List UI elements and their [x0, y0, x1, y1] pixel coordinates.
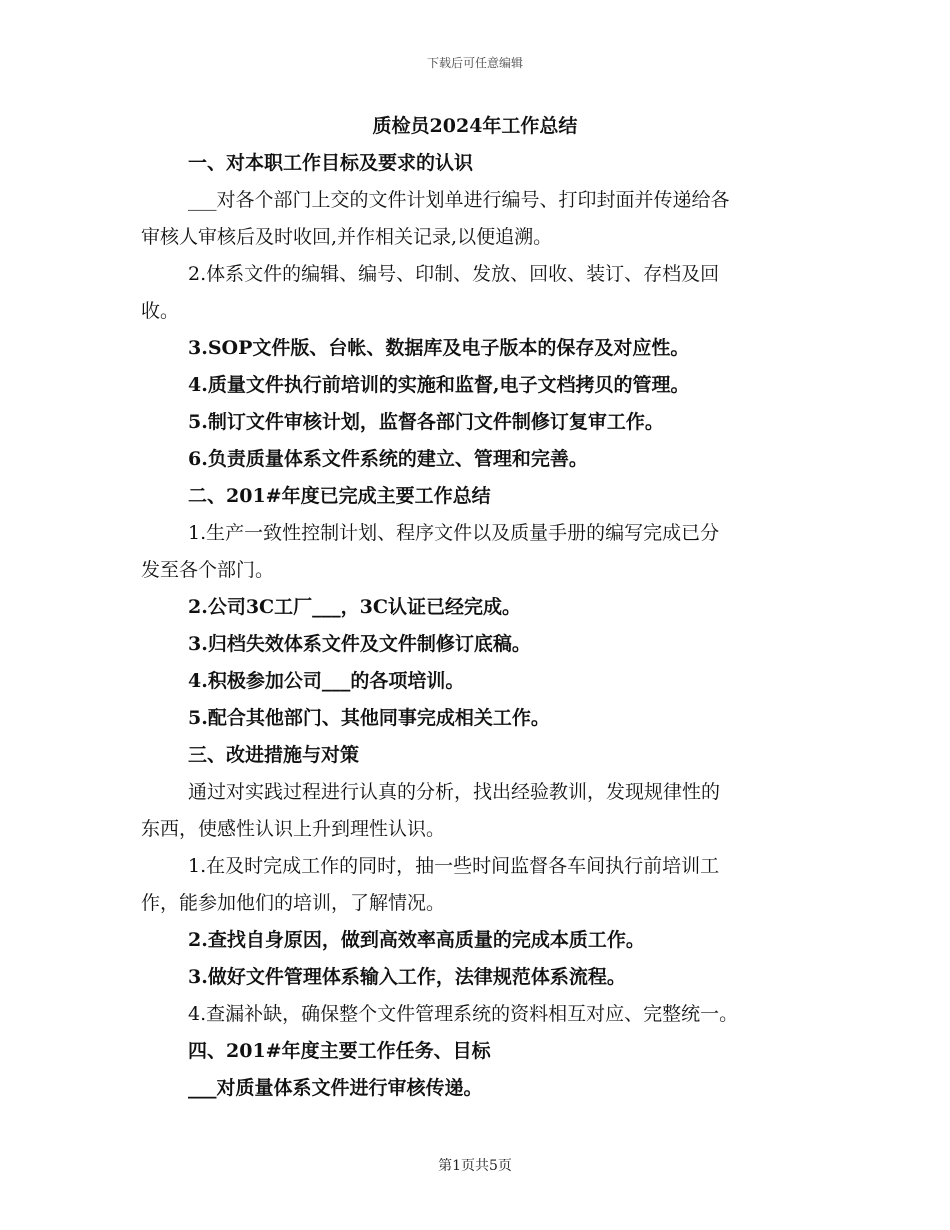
paragraph-line: 东西，使感性认识上升到理性认识。: [141, 818, 446, 840]
list-item: 3.归档失效体系文件及文件制修订底稿。: [188, 633, 531, 655]
paragraph-line: 2.体系文件的编辑、编号、印制、发放、回收、装订、存档及回: [188, 263, 720, 285]
page-number: 第1页共5页: [438, 1158, 512, 1174]
document-title: 质检员2024年工作总结: [372, 115, 578, 137]
section-heading-2: 二、201#年度已完成主要工作总结: [188, 485, 491, 507]
list-item: 4.质量文件执行前培训的实施和监督,电子文档拷贝的管理。: [188, 374, 690, 396]
list-item: 3.做好文件管理体系输入工作，法律规范体系流程。: [188, 966, 626, 988]
list-item: 6.负责质量体系文件系统的建立、管理和完善。: [188, 448, 588, 470]
list-item: 4.积极参加公司___的各项培训。: [188, 670, 465, 692]
paragraph-line: ___对各个部门上交的文件计划单进行编号、打印封面并传递给各: [188, 189, 730, 211]
paragraph-line: 发至各个部门。: [141, 559, 275, 581]
paragraph-line: ___对质量体系文件进行审核传递。: [188, 1077, 483, 1099]
paragraph-line: 1.在及时完成工作的同时，抽一些时间监督各车间执行前培训工: [188, 855, 720, 877]
section-heading-1: 一、对本职工作目标及要求的认识: [188, 152, 474, 174]
list-item: 5.配合其他部门、其他同事完成相关工作。: [188, 707, 550, 729]
page-header-note: 下载后可任意编辑: [426, 56, 523, 70]
paragraph-line: 1.生产一致性控制计划、程序文件以及质量手册的编写完成已分: [188, 522, 720, 544]
section-heading-4: 四、201#年度主要工作任务、目标: [188, 1040, 491, 1062]
section-heading-3: 三、改进措施与对策: [188, 744, 360, 766]
paragraph-line: 收。: [141, 300, 180, 322]
paragraph-line: 作，能参加他们的培训，了解情况。: [141, 892, 446, 914]
paragraph-line: 审核人审核后及时收回,并作相关记录,以便追溯。: [141, 226, 553, 248]
document-body: [141, 108, 809, 1107]
list-item: 4.查漏补缺，确保整个文件管理系统的资料相互对应、完整统一。: [188, 1003, 739, 1025]
list-item: 3.SOP文件版、台帐、数据库及电子版本的保存及对应性。: [188, 337, 690, 359]
list-item: 2.查找自身原因，做到高效率高质量的完成本质工作。: [188, 929, 645, 951]
paragraph-line: 通过对实践过程进行认真的分析，找出经验教训，发现规律性的: [188, 781, 721, 803]
list-item: 2.公司3C工厂___，3C认证已经完成。: [188, 596, 522, 618]
list-item: 5.制订文件审核计划，监督各部门文件制修订复审工作。: [188, 411, 664, 433]
